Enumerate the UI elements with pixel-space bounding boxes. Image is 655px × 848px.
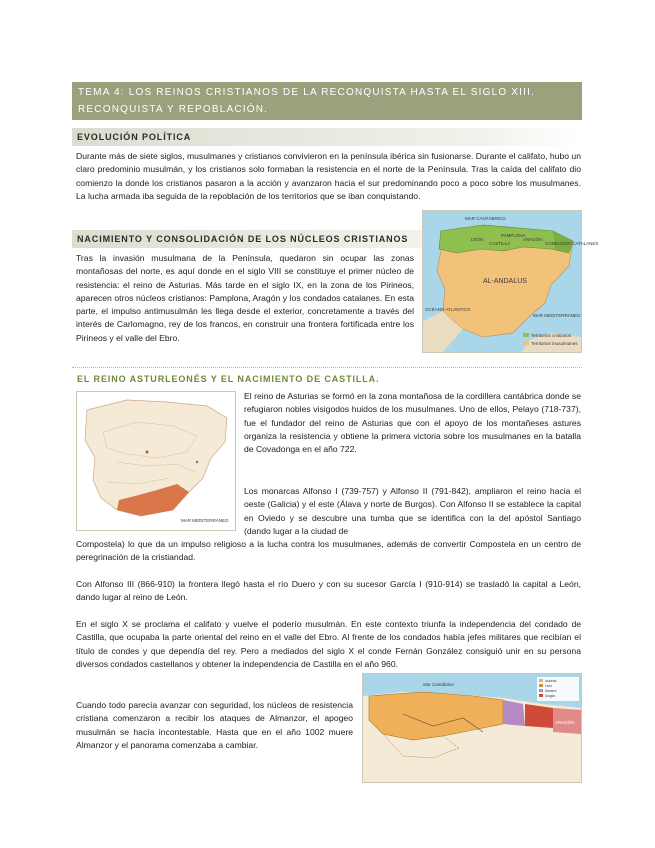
map1-label-oceano: OCÉANO ATLÁNTICO	[425, 307, 471, 312]
map1-label-aragon: ARAGÓN	[523, 237, 543, 242]
map1-label-condados: CONDADOS CATALANES	[545, 241, 599, 246]
page-title-banner	[72, 82, 582, 120]
map1-label-pamplona: PAMPLONA	[501, 233, 526, 238]
map3-legend-1: León	[545, 684, 553, 688]
map1-label-leon: LEÓN	[471, 237, 484, 242]
paragraph-compostela: Compostela) lo que da un impulso religioso a la lucha contra los musulmanes, además de convertir Compostela en un centro de peregrinación de la cristiandad.	[76, 539, 581, 563]
map1-label-al-andalus: AL-ANDALUS	[483, 278, 527, 285]
paragraph-alfonsos: Los monarcas Alfonso I (739-757) y Alfonso II (791-842), ampliaron el reino hacia el oeste (Galicia) y el este (Álava y norte de Burgos). Con Alfonso II se establece la capital en Oviedo y se descubre una tumba que se identifica con la del apóstol Santiago (dando lugar a la ciudad de	[244, 486, 581, 536]
map-iberia-reconquista	[422, 210, 599, 353]
map1-legend-muslim: Territorios musulmanes	[531, 341, 578, 346]
paragraph-asturias: El reino de Asturias se formó en la zona montañosa de la cordillera cantábrica donde se refugiaron nobles visigodos huidos de los musulmanes. Uno de ellos, Pelayo (718-737), fue el fundador del reino de Asturias que con el apoyo de los montañeses astures organiza la resistencia y obtiene la primera victoria sobre los musulmanes en la batalla de Covadonga en el año 722.	[244, 391, 581, 455]
heading-text: EL REINO ASTURLEONÉS Y EL NACIMIENTO DE CASTILLA.	[77, 374, 380, 384]
map1-legend-swatch-muslim	[523, 341, 529, 345]
section-divider	[72, 367, 582, 369]
map1-label-mar-cantabrico: MAR CANTÁBRICO	[465, 216, 506, 221]
map-peninsula-relief	[76, 391, 236, 531]
map1-label-mediterraneo: MAR MEDITERRÁNEO	[533, 313, 581, 318]
paragraph-alfonso-iii: Con Alfonso III (866-910) la frontera llegó hasta el río Duero y con su sucesor García I (910-914) se trasladó la capital a León, dando lugar al reino de León.	[76, 579, 581, 603]
heading-text: EVOLUCIÓN POLÍTICA	[77, 132, 192, 142]
section-heading-evolucion	[72, 128, 582, 146]
map1-legend-swatch-christian	[523, 333, 529, 337]
map-reinos-cristianos	[362, 673, 582, 783]
map3-legend-0: Asturias	[545, 679, 557, 683]
paragraph-nacimiento: Tras la invasión musulmana de la Península, quedaron sin ocupar las zonas montañosas del norte, es aquí donde en el siglo VIII se constituye el primer núcleo de resistencia: el reino de Asturias. Más tarde en el siglo IX, en la zona de los Pirineos, aparecen otros núcleos cristianos: Pamplona, Aragón y los condados catalanes. En esta parte, el impulso antimusulmán les llega desde el exterior, concretamente a través del interés de Carlomagno, rey de los francos, en construir una frontera fortificada entre los Pirineos y el valle del Ebro.	[76, 253, 414, 343]
map-iberia-svg	[423, 211, 599, 352]
map2-label-mediterraneo: MAR MEDITERRÁNEO	[181, 518, 229, 523]
map3-label-mar-cantabrico: Mar Cantábrico	[423, 682, 454, 687]
map-reinos-svg	[363, 674, 581, 782]
map3-legend-2: Navarra	[545, 689, 557, 693]
map1-label-castilla: CASTILLA	[489, 241, 511, 246]
map3-label-aragon: ARAGÓN	[555, 720, 575, 725]
map-relief-svg	[77, 392, 235, 530]
paragraph-castilla: En el siglo X se proclama el califato y vuelve el poderío musulmán. En este contexto triunfa la independencia del condado de Castilla, que ocupaba la parte oriental del reino en el valle del Ebro. Al frente de los condados había jefes militares que recibían el título de condes y que dependía del rey. Pero a mediados del siglo X el conde Fernán González consiguió unir en su persona diversos condados castellanos y obtener la independencia de Castilla en el año 960.	[76, 619, 581, 669]
section-heading-asturleones	[72, 372, 472, 388]
page-title: TEMA 4: LOS REINOS CRISTIANOS DE LA RECONQUISTA HASTA EL SIGLO XIII. RECONQUISTA Y REPOBLACIÓN.	[78, 87, 536, 115]
paragraph-almanzor: Cuando todo parecía avanzar con seguridad, los núcleos de resistencia cristiana comenzaron a recibir los ataques de Almanzor, el apogeo musulmán se hacía incontestable. Hasta que en el año 1002 muere Almanzor y el panorama comenzaba a cambiar.	[76, 700, 353, 750]
paragraph-evolucion: Durante más de siete siglos, musulmanes y cristianos convivieron en la península ibérica sin fusionarse. Durante el califato, hubo un claro predominio musulmán, y los cristianos solo formaban la resistencia en el norte de la Península. Tras la caída del califato dio comienzo la donde los cristianos pasaron a la acción y avanzaron hacia el sur predominando poco a poco sobre los musulmanes. La lucha armada iba seguida de la repoblación de los territorios que se iban conquistando.	[76, 151, 581, 201]
map1-legend-christian: Territorios cristianos	[531, 333, 572, 338]
map3-legend-3: Aragón	[545, 694, 556, 698]
heading-text: NACIMIENTO Y CONSOLIDACIÓN DE LOS NÚCLEOS CRISTIANOS	[77, 234, 409, 244]
